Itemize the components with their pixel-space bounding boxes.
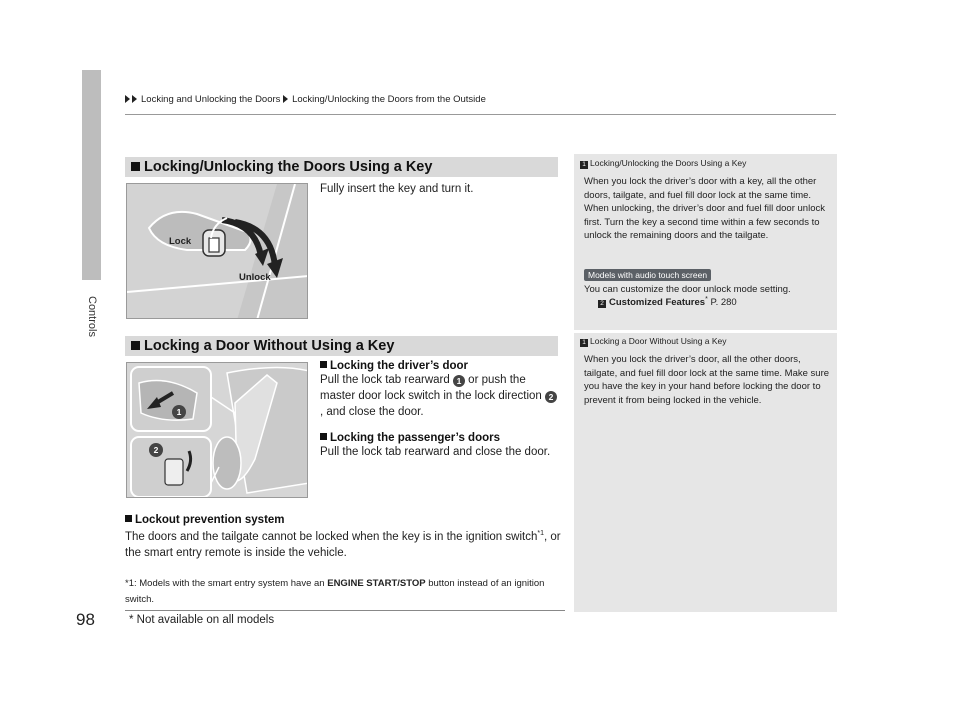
square-bullet-icon — [320, 433, 327, 440]
page-number: 98 — [76, 610, 95, 629]
breadcrumb-arrow-icon — [125, 95, 130, 103]
driver-door-block — [320, 360, 560, 420]
availability-note: * Not available on all models — [129, 614, 275, 626]
lockout-prevention-block — [125, 514, 565, 561]
passenger-door-text: Pull the lock tab rearward and close the door. — [320, 446, 551, 458]
key-instruction: Fully insert the key and turn it. — [320, 183, 474, 195]
square-bullet-icon — [131, 162, 140, 171]
square-bullet-icon — [320, 361, 327, 368]
bottom-divider — [125, 610, 565, 611]
side-tab — [82, 70, 101, 280]
square-bullet-icon — [131, 341, 140, 350]
footnote: *1: Models with the smart entry system have an ENGINE START/STOP button instead of an ignition switch. — [125, 578, 545, 605]
notes-divider — [574, 330, 837, 333]
figure-callout-2: 2 — [149, 443, 163, 457]
breadcrumb-level1: Locking and Unlocking the Doors — [141, 94, 281, 105]
driver-door-text: Pull the lock tab rearward 1 or push the master door lock switch in the lock direction 2, and close the door. — [320, 372, 560, 420]
note1-extra: You can customize the door unlock mode setting. — [584, 284, 791, 295]
side-tab-label: Controls — [86, 296, 98, 337]
note2-body: When you lock the driver’s door, all the other doors, tailgate, and fuel fill door lock at the same time. Make sure you have the key in your hand before locking the door to prevent it from being locked in the vehicle. — [584, 354, 830, 406]
passenger-door-block — [320, 432, 560, 460]
breadcrumb-level2: Locking/Unlocking the Doors from the Outside — [292, 94, 486, 105]
section-header-key: Locking/Unlocking the Doors Using a Key — [125, 157, 558, 177]
unlock-label: Unlock — [239, 272, 271, 283]
note-marker-icon: 1 — [580, 339, 588, 347]
breadcrumb-arrow-icon — [283, 95, 288, 103]
lockout-heading: Lockout prevention system — [125, 514, 565, 526]
door-lock-tab-illustration — [126, 362, 308, 498]
step-2-icon: 2 — [545, 391, 557, 403]
key-lock-illustration — [126, 183, 308, 319]
customized-features-link[interactable]: 2 Customized Features* P. 280 — [598, 296, 737, 308]
step-1-icon: 1 — [453, 375, 465, 387]
square-bullet-icon — [125, 515, 132, 522]
lock-label: Lock — [169, 236, 192, 247]
top-divider — [125, 114, 836, 115]
note2-title: 1 Locking a Door Without Using a Key — [580, 336, 727, 347]
note1-body: When you lock the driver’s door with a key, all the other doors, tailgate, and fuel fill door lock at the same time. When unlocking, the driver’s door and fuel fill door unlock first. Turn the key a second time within a few seconds to unlock the remaining doors and the tailgate. — [584, 176, 825, 241]
breadcrumb — [125, 94, 486, 105]
passenger-door-heading: Locking the passenger’s doors — [320, 432, 560, 444]
reference-arrow-icon: 2 — [598, 300, 606, 308]
driver-door-heading: Locking the driver’s door — [320, 360, 560, 372]
figure-callout-1: 1 — [172, 405, 186, 419]
section-header-without-key: Locking a Door Without Using a Key — [125, 336, 558, 356]
note1-title: 1 Locking/Unlocking the Doors Using a Key — [580, 158, 746, 169]
lockout-text: The doors and the tailgate cannot be locked when the key is in the ignition switch$^{*1}$, or the smart entry remote is inside the vehicle. — [125, 530, 561, 559]
breadcrumb-arrow-icon — [132, 95, 137, 103]
model-badge: Models with audio touch screen — [584, 269, 711, 281]
note-marker-icon: 1 — [580, 161, 588, 169]
